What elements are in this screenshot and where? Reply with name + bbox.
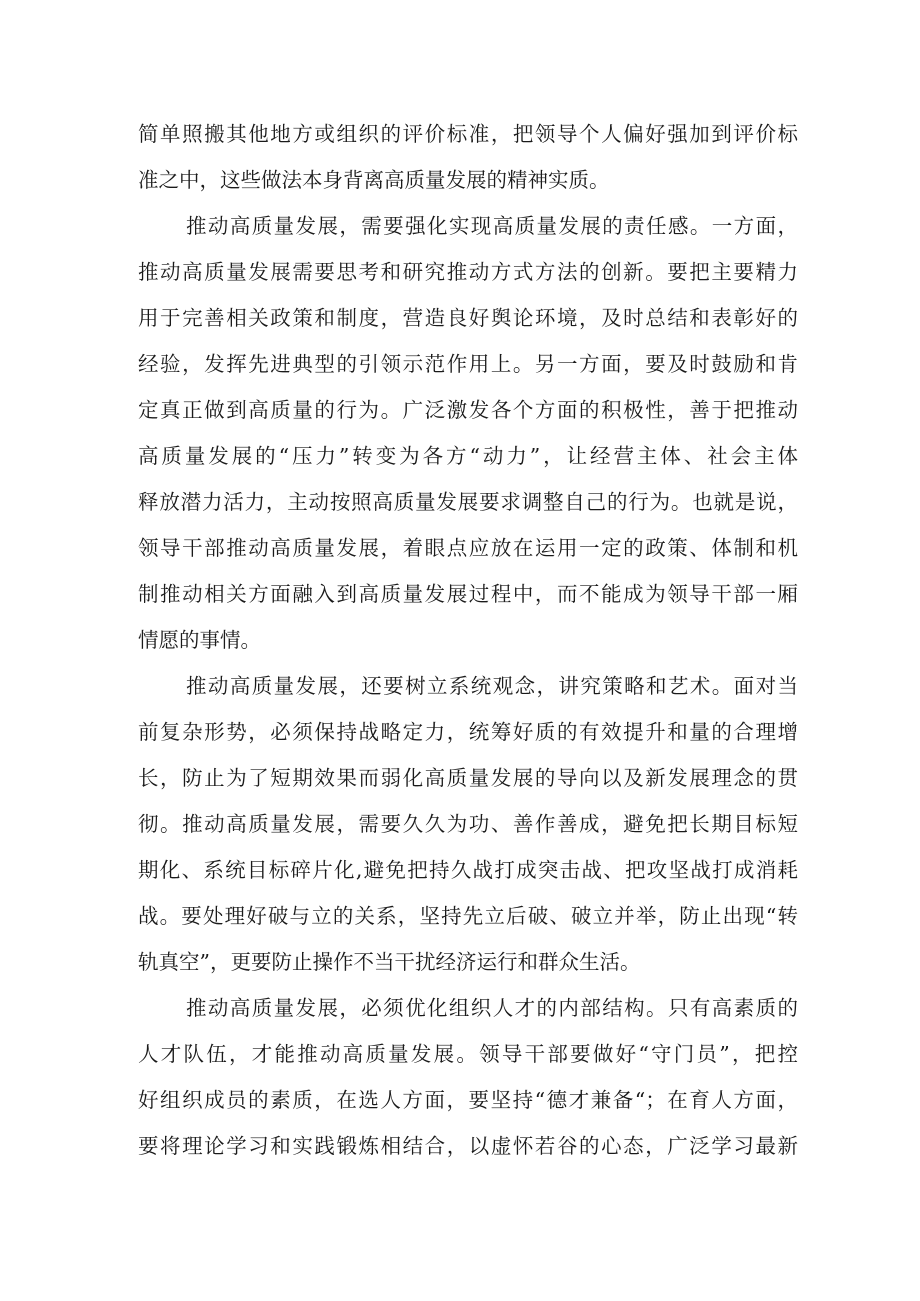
text-line: 前复杂形势，必须保持战略定力，统筹好质的有效提升和量的合理增 xyxy=(138,720,798,744)
text-line: 长，防止为了短期效果而弱化高质量发展的导向以及新发展理念的贯 xyxy=(138,766,798,790)
text-line: 彻。推动高质量发展，需要久久为功、善作善成，避免把长期目标短 xyxy=(138,812,798,836)
text-line: 推动高质量发展需要思考和研究推动方式方法的创新。要把主要精力 xyxy=(138,260,798,284)
text-line: 情愿的事情。 xyxy=(138,628,261,652)
text-line: 制推动相关方面融入到高质量发展过程中，而不能成为领导干部一厢 xyxy=(138,582,798,606)
text-line: 战。要处理好破与立的关系，坚持先立后破、破立并举，防止出现“转 xyxy=(138,904,798,928)
text-line: 定真正做到高质量的行为。广泛激发各个方面的积极性，善于把推动 xyxy=(138,398,798,422)
text-line: 人才队伍，才能推动高质量发展。领导干部要做好“守门员”，把控 xyxy=(138,1042,798,1066)
text-line: 经验，发挥先进典型的引领示范作用上。另一方面，要及时鼓励和肯 xyxy=(138,352,798,376)
text-line: 准之中，这些做法本身背离高质量发展的精神实质。 xyxy=(138,168,610,192)
text-line: 简单照搬其他地方或组织的评价标准，把领导个人偏好强加到评价标 xyxy=(138,122,798,146)
text-line: 好组织成员的素质，在选人方面，要坚持“德才兼备“；在育人方面， xyxy=(138,1088,798,1112)
text-line: 要将理论学习和实践锻炼相结合，以虚怀若谷的心态，广泛学习最新 xyxy=(138,1134,798,1158)
paragraph-first-line: 推动高质量发展，还要树立系统观念，讲究策略和艺术。面对当 xyxy=(186,674,798,698)
paragraph-first-line: 推动高质量发展，需要强化实现高质量发展的责任感。一方面， xyxy=(186,214,798,238)
text-line: 领导干部推动高质量发展，着眼点应放在运用一定的政策、体制和机 xyxy=(138,536,798,560)
text-line: 用于完善相关政策和制度，营造良好舆论环境，及时总结和表彰好的 xyxy=(138,306,798,330)
text-line: 高质量发展的“压力”转变为各方“动力”，让经营主体、社会主体 xyxy=(138,444,798,468)
text-line: 释放潜力活力，主动按照高质量发展要求调整自己的行为。也就是说， xyxy=(138,490,798,514)
text-line: 期化、系统目标碎片化,避免把持久战打成突击战、把攻坚战打成消耗 xyxy=(138,858,798,882)
paragraph-first-line: 推动高质量发展，必须优化组织人才的内部结构。只有高素质的 xyxy=(186,996,798,1020)
text-line: 轨真空”，更要防止操作不当干扰经济运行和群众生活。 xyxy=(138,950,641,974)
